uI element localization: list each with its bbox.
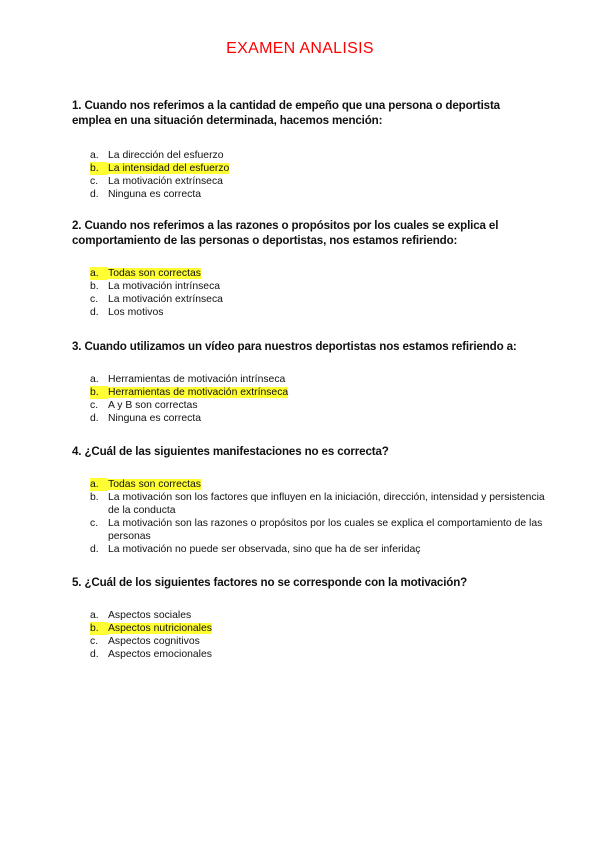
- option-letter: d.: [90, 649, 99, 660]
- option-text: Ninguna es correcta: [108, 189, 201, 200]
- option-text: Ninguna es correcta: [108, 413, 201, 424]
- option-c[interactable]: [72, 635, 548, 648]
- option-text: Herramientas de motivación intrínseca: [108, 374, 286, 385]
- options-list: [72, 267, 542, 319]
- option-letter: c.: [90, 636, 99, 647]
- option-text: Todas son correctas: [108, 479, 201, 490]
- option-text: La intensidad del esfuerzo: [108, 163, 230, 174]
- option-text: La motivación son las razones o propósitos por los cuales se explica el comportamiento de las personas: [108, 518, 543, 542]
- option-d[interactable]: [72, 412, 548, 425]
- question-5: [72, 575, 542, 661]
- option-text: A y B son correctas: [108, 400, 198, 411]
- option-text: Aspectos emocionales: [108, 649, 212, 660]
- option-a[interactable]: [72, 373, 548, 386]
- option-letter: a.: [90, 267, 108, 280]
- question-3: [72, 339, 542, 425]
- question-text: 3. Cuando utilizamos un vídeo para nuestros deportistas nos estamos refiriendo a:: [72, 340, 517, 353]
- option-d[interactable]: [72, 648, 548, 661]
- option-c[interactable]: [72, 517, 548, 543]
- option-a-highlighted[interactable]: [72, 267, 548, 280]
- option-letter: c.: [90, 294, 99, 305]
- option-letter: a.: [90, 150, 99, 161]
- option-b[interactable]: [72, 491, 548, 517]
- question-text: 2. Cuando nos referimos a las razones o propósitos por los cuales se explica el comportamiento de las personas o deportistas, nos estamos refiriendo:: [72, 219, 499, 247]
- option-text: Aspectos nutricionales: [108, 623, 212, 634]
- question-2: [72, 218, 542, 319]
- option-d[interactable]: [72, 543, 548, 556]
- option-b-highlighted[interactable]: [72, 162, 548, 175]
- option-letter: c.: [90, 518, 99, 529]
- option-c[interactable]: [72, 399, 548, 412]
- option-letter: b.: [90, 281, 99, 292]
- options-list: [72, 478, 545, 556]
- option-a[interactable]: [72, 609, 548, 622]
- question-text: 1. Cuando nos referimos a la cantidad de empeño que una persona o deportista emplea en una situación determinada, hacemos mención:: [72, 99, 500, 127]
- option-d[interactable]: [72, 188, 548, 201]
- option-letter: d.: [90, 544, 99, 555]
- option-letter: a.: [90, 610, 99, 621]
- option-letter: d.: [90, 307, 99, 318]
- option-letter: a.: [90, 478, 108, 491]
- option-a-highlighted[interactable]: [72, 478, 548, 491]
- option-text: Aspectos sociales: [108, 610, 192, 621]
- question-1: [72, 98, 542, 201]
- option-text: La motivación extrínseca: [108, 176, 223, 187]
- option-letter: d.: [90, 189, 99, 200]
- option-d[interactable]: [72, 306, 548, 319]
- options-list: [72, 609, 542, 661]
- option-b[interactable]: [72, 280, 548, 293]
- option-a[interactable]: [72, 149, 548, 162]
- option-letter: c.: [90, 176, 99, 187]
- page-title: EXAMEN ANALISIS: [226, 40, 374, 57]
- option-text: Herramientas de motivación extrínseca: [108, 387, 289, 398]
- option-letter: c.: [90, 400, 99, 411]
- option-letter: d.: [90, 413, 99, 424]
- options-list: [72, 149, 542, 201]
- option-c[interactable]: [72, 293, 548, 306]
- option-text: La motivación intrínseca: [108, 281, 221, 292]
- option-b-highlighted[interactable]: [72, 622, 548, 635]
- option-letter: a.: [90, 374, 99, 385]
- option-text: La motivación son los factores que influyen en la iniciación, dirección, intensidad y persistencia de la conducta: [108, 492, 545, 516]
- option-letter: b.: [90, 162, 108, 175]
- option-text: Los motivos: [108, 307, 164, 318]
- option-text: La motivación extrínseca: [108, 294, 223, 305]
- option-c[interactable]: [72, 175, 548, 188]
- option-text: La motivación no puede ser observada, sino que ha de ser inferidaç: [108, 544, 421, 555]
- question-text: 5. ¿Cuál de los siguientes factores no se corresponde con la motivación?: [72, 576, 468, 589]
- question-4: [72, 444, 545, 556]
- question-text: 4. ¿Cuál de las siguientes manifestaciones no es correcta?: [72, 445, 389, 458]
- option-text: Todas son correctas: [108, 268, 201, 279]
- option-b-highlighted[interactable]: [72, 386, 548, 399]
- option-letter: b.: [90, 622, 108, 635]
- option-text: La dirección del esfuerzo: [108, 150, 224, 161]
- option-letter: b.: [90, 386, 108, 399]
- options-list: [72, 373, 542, 425]
- option-letter: b.: [90, 492, 99, 503]
- option-text: Aspectos cognitivos: [108, 636, 200, 647]
